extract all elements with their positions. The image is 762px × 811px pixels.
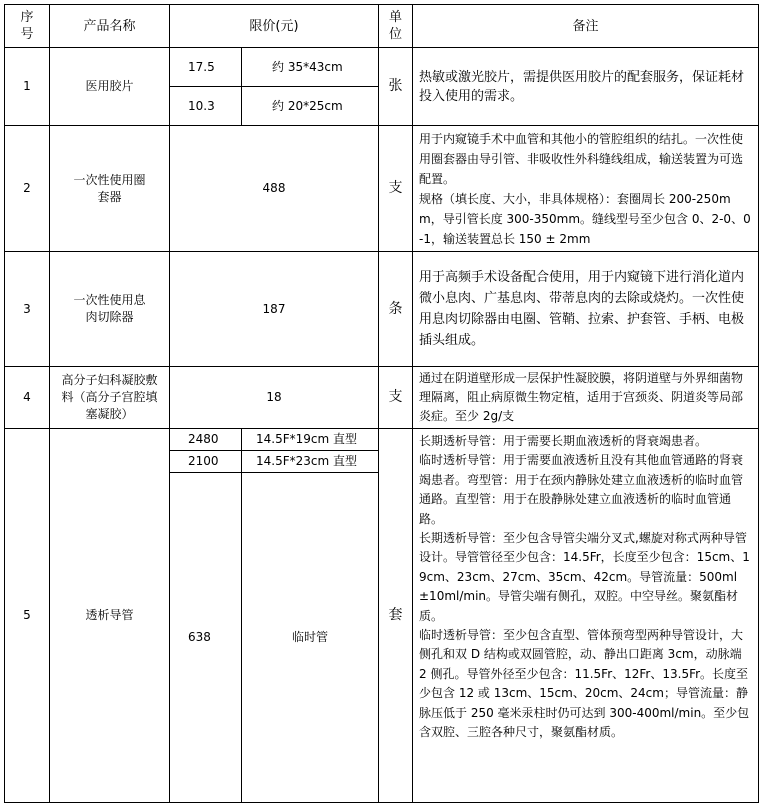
row-remark: 通过在阴道壁形成一层保护性凝胶膜，将阴道壁与外界细菌物理隔离，阻止病原微生物定植，适用于宫颈炎、阴道炎等局部炎症。至少 2g/支 — [413, 367, 759, 429]
row-unit: 张 — [379, 48, 413, 126]
row-name: 一次性使用息肉切除器 — [50, 252, 170, 367]
row-name: 透析导管 — [50, 429, 170, 803]
row-unit: 条 — [379, 252, 413, 367]
row-name: 一次性使用圈套器 — [50, 126, 170, 252]
table-row — [5, 367, 759, 429]
product-price-table — [4, 4, 759, 803]
remark-line: 长期透析导管：至少包含导管尖端分叉式,螺旋对称式两种导管设计。导管管径至少包含：14.5Fr，长度至少包含：15cm、19cm、23cm、27cm、35cm、42cm。导管流量：500ml±10ml/min。导管尖端有侧孔，双腔。中空导丝。聚氨酯材质。 — [419, 531, 750, 623]
table-row — [5, 252, 759, 367]
spec-cell: 约 35*43cm — [242, 48, 379, 87]
price-cell: 488 — [170, 126, 379, 252]
price-cell: 2100 — [170, 451, 242, 473]
row-seq: 4 — [5, 367, 50, 429]
price-cell: 10.3 — [170, 87, 242, 126]
row-seq: 2 — [5, 126, 50, 252]
price-cell: 18 — [170, 367, 379, 429]
remark-line: 规格（填长度、大小，非具体规格）：套圈周长 200-250mm，导引管长度 300-350mm。缝线型号至少包含 0、2-0、0-1，输送装置总长 150 ± 2mm — [419, 191, 751, 246]
row-remark — [413, 429, 759, 803]
price-cell: 638 — [170, 473, 242, 803]
header-price: 限价(元) — [170, 5, 379, 48]
row-seq: 1 — [5, 48, 50, 126]
row-remark: 热敏或激光胶片，需提供医用胶片的配套服务，保证耗材投入使用的需求。 — [413, 48, 759, 126]
table-header-row — [5, 5, 759, 48]
row-seq: 3 — [5, 252, 50, 367]
table-row — [5, 126, 759, 252]
table-row — [5, 429, 759, 451]
header-remark: 备注 — [413, 5, 759, 48]
remark-line: 用于内窥镜手术中血管和其他小的管腔组织的结扎。一次性使用圈套器由导引管、非吸收性外科缝线组成，输送装置为可选配置。 — [419, 131, 744, 186]
table-row — [5, 48, 759, 87]
spec-cell: 临时管 — [242, 473, 379, 803]
price-cell: 17.5 — [170, 48, 242, 87]
spec-cell: 14.5F*19cm 直型 — [242, 429, 379, 451]
header-unit: 单位 — [379, 5, 413, 48]
row-unit: 套 — [379, 429, 413, 803]
price-cell: 2480 — [170, 429, 242, 451]
row-unit: 支 — [379, 126, 413, 252]
spec-cell: 约 20*25cm — [242, 87, 379, 126]
row-remark: 用于高频手术设备配合使用，用于内窥镜下进行消化道内微小息肉、广基息肉、带蒂息肉的去除或烧灼。一次性使用息肉切除器由电圈、管鞘、拉索、护套管、手柄、电极插头组成。 — [413, 252, 759, 367]
row-name: 高分子妇科凝胶敷料（高分子宫腔填塞凝胶） — [50, 367, 170, 429]
remark-line: 临时透析导管：用于需要血液透析且没有其他血管通路的肾衰竭患者。弯型管：用于在颈内静脉处建立血液透析的临时血管通路。直型管：用于在股静脉处建立血液透析的临时血管通路。 — [419, 453, 744, 526]
row-name: 医用胶片 — [50, 48, 170, 126]
row-remark — [413, 126, 759, 252]
header-name: 产品名称 — [50, 5, 170, 48]
price-cell: 187 — [170, 252, 379, 367]
row-unit: 支 — [379, 367, 413, 429]
spec-cell: 14.5F*23cm 直型 — [242, 451, 379, 473]
header-seq: 序号 — [5, 5, 50, 48]
row-seq: 5 — [5, 429, 50, 803]
remark-line: 长期透析导管：用于需要长期血液透析的肾衰竭患者。 — [419, 434, 708, 448]
remark-line: 临时透析导管：至少包含直型、管体预弯型两种导管设计，大侧孔和双 D 结构或双圆管腔，动、静出口距离 3cm，动脉端 2 侧孔。导管外径至少包含：11.5Fr、12Fr、13.5Fr。长度至少包含 12 或 13cm、15cm、20cm、24cm；导管流量：静脉压低于 250 毫米汞柱时仍可达到 300-400ml/min。至少包含双腔、三腔各种尺寸，聚氨酯材质。 — [419, 628, 750, 740]
